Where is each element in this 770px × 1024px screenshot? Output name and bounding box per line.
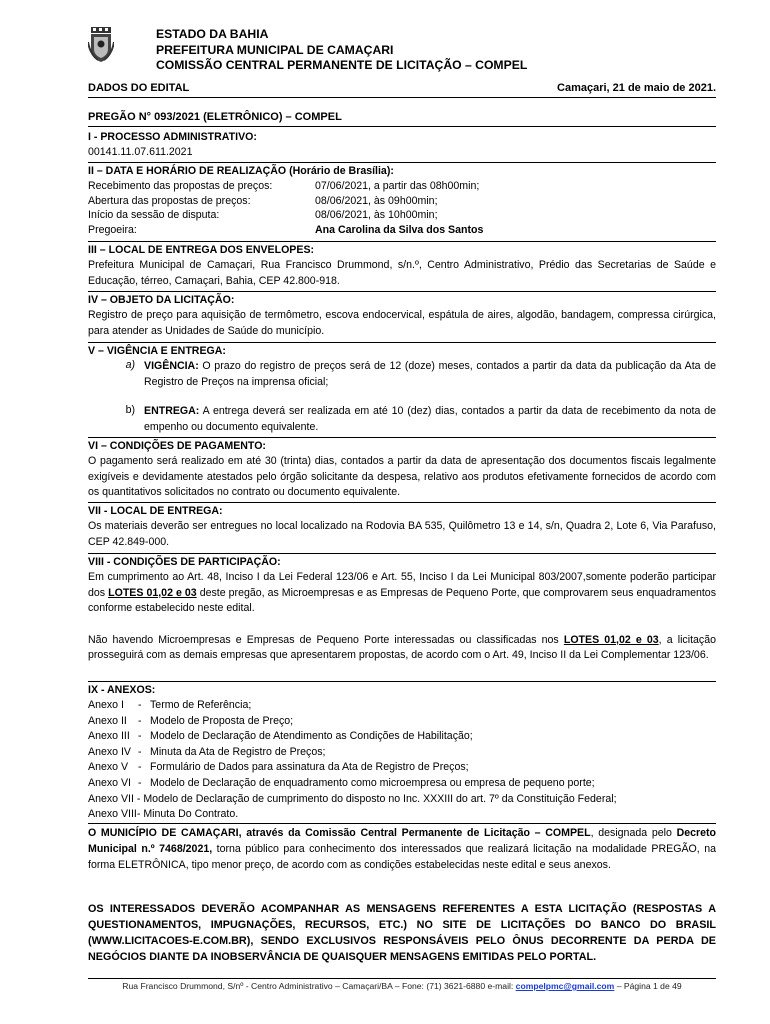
item-label: VIGÊNCIA:: [144, 360, 199, 372]
section-delivery-location: [88, 504, 716, 550]
date-value: 08/06/2021, às 09h00min;: [315, 194, 438, 207]
footer-page-number: – Página 1 de 49: [614, 981, 682, 991]
header-commission: COMISSÃO CENTRAL PERMANENTE DE LICITAÇÃO – COMPEL: [156, 58, 528, 72]
coat-of-arms-icon: [88, 26, 114, 64]
text-run: torna público para conhecimento dos interessados que realizará licitação na modalidade PREGÃO, na forma ELETRÔNICA, tipo menor preço, de acordo com as condições estabelecidas neste edital e seus anexos.: [88, 842, 716, 871]
section-heading: II – DATA E HORÁRIO DE REALIZAÇÃO: [88, 165, 287, 177]
footer-divider: [88, 978, 716, 979]
participation-paragraph: [88, 633, 716, 664]
section-text: O pagamento será realizado em até 30 (trinta) dias, contados a partir da data de apresentação dos documentos fiscais legalmente exigíveis e devidamente atestados pelo órgão solicitante da despesa, relativo aos produtos efetivamente fornecidos de acordo com os quantitativos solicitados no contrato ou documento equivalente.: [88, 455, 716, 499]
document-header: [156, 27, 527, 74]
annex-title: Formulário de Dados para assinatura da Ata de Registro de Preços;: [150, 761, 469, 774]
section-process: [88, 130, 716, 160]
divider: [88, 126, 716, 127]
portal-notice: OS INTERESSADOS DEVERÃO ACOMPANHAR AS MENSAGENS REFERENTES A ESTA LICITAÇÃO (RESPOSTAS A QUESTIONAMENTOS, IMPUGNAÇÕES, RECURSOS, ETC.) NO SITE DE LICITAÇÕES DO BANCO DO BRASIL (WWW.LICITACOES-E.COM.BR), SENDO EXCLUSIVOS RESPONSÁVEIS PELO ÔNUS DECORRENTE DA PERDA DE NEGÓCIOS DIANTE DA INOBSERVÂNCIA DE QUAISQUER MENSAGENS EMITIDAS PELO PORTAL.: [88, 903, 716, 963]
text-run: , designada pelo: [590, 827, 677, 839]
text-run: , a licitação prosseguirá com as demais empresas que apresentarem propostas, de acordo com o Art. 49, Inciso II da Lei Complementar 123/06.: [88, 633, 716, 662]
footer-address: Rua Francisco Drummond, S/nº - Centro Administrativo – Camaçari/BA – Fone: (71) 3621-6880 e-mail:: [122, 981, 516, 991]
section-heading: I - PROCESSO ADMINISTRATIVO:: [88, 131, 257, 143]
annex-label: Anexo VI: [88, 776, 131, 789]
section-heading: VI – CONDIÇÕES DE PAGAMENTO:: [88, 440, 266, 452]
annex-item: Anexo VIII- Minuta Do Contrato.: [88, 808, 239, 821]
section-text: Registro de preço para aquisição de termômetro, escova endocervical, espátula de aires, algodão, bandagem, compressa cirúrgica, para atender as Unidades de Saúde do município.: [88, 309, 716, 337]
item-text: O prazo do registro de preços será de 12 (doze) meses, contados a partir da data da publicação da Ata de Registro de Preços na imprensa oficial;: [144, 360, 716, 388]
header-prefecture: PREFEITURA MUNICIPAL DE CAMAÇARI: [156, 42, 394, 57]
annex-label: Anexo II: [88, 714, 127, 727]
section-envelope-location: [88, 243, 716, 289]
annex-label: Anexo IV: [88, 745, 131, 758]
date-label: Início da sessão de disputa:: [88, 209, 220, 222]
divider: [88, 342, 716, 343]
text-run: O MUNICÍPIO DE CAMAÇARI, através da Comissão Central Permanente de Licitação – COMPEL: [88, 827, 591, 839]
annex-label: Anexo I: [88, 699, 124, 711]
annex-item: Anexo IV - Minuta da Ata de Registro de Preços;: [88, 745, 716, 761]
item-marker: a): [125, 359, 135, 371]
item-marker: b): [125, 404, 135, 417]
date-label: Recebimento das propostas de preços:: [88, 180, 273, 192]
section-object: [88, 293, 716, 339]
lots-highlight: LOTES 01,02 e 03: [108, 586, 197, 599]
divider: [88, 97, 716, 98]
section-heading: VII - LOCAL DE ENTREGA:: [88, 505, 223, 517]
annex-item: Anexo V - Formulário de Dados para assinatura da Ata de Registro de Preços;: [88, 760, 716, 776]
annex-title: Modelo de Declaração de Atendimento as Condições de Habilitação;: [150, 730, 473, 743]
annex-item: Anexo VII - Modelo de Declaração de cumprimento do disposto no Inc. XXXIII do art. 7º da Constituição Federal;: [88, 792, 617, 805]
annex-title: Modelo de Declaração de enquadramento como microempresa ou empresa de pequeno porte;: [150, 776, 595, 789]
section-heading: IV – OBJETO DA LICITAÇÃO:: [88, 294, 235, 306]
divider: [88, 681, 716, 682]
annex-title: Minuta da Ata de Registro de Preços;: [150, 745, 326, 758]
auctioneer-name: Ana Carolina da Silva dos Santos: [315, 223, 484, 236]
text-run: Não havendo Microempresas e Empresas de Pequeno Porte interessadas ou classificadas nos: [88, 633, 564, 646]
section-participation: [88, 555, 716, 664]
page-title: PREGÃO N° 093/2021 (ELETRÔNICO) – COMPEL: [88, 111, 342, 123]
header-state: ESTADO DA BAHIA: [156, 27, 269, 41]
text-run: Em cumprimento ao Art. 48, Inciso I da Lei Federal 123/06 e Art. 55, Inciso I da Lei Municipal 803/2007,somente poderão participar dos: [88, 571, 716, 599]
annex-item: Anexo VI - Modelo de Declaração de enquadramento como microempresa ou empresa de pequeno porte;: [88, 776, 716, 792]
section-heading: V – VIGÊNCIA E ENTREGA:: [88, 345, 226, 357]
list-item: [88, 404, 716, 435]
section-heading-note: (Horário de Brasília):: [286, 165, 394, 177]
date-value: 07/06/2021, a partir das 08h00min;: [315, 180, 480, 192]
annex-item: Anexo III - Modelo de Declaração de Atendimento as Condições de Habilitação;: [88, 729, 716, 745]
date-value: 08/06/2021, às 10h00min;: [315, 209, 438, 222]
participation-paragraph: [88, 570, 716, 617]
list-item: [88, 359, 716, 390]
section-text: Prefeitura Municipal de Camaçari, Rua Francisco Drummond, s/n.º, Centro Administrativo, Prédio das Secretarias de Saúde e Educação, térreo, Camaçari, Bahia, CEP 42.800-918.: [88, 259, 716, 287]
divider: [88, 241, 716, 242]
text-run: deste pregão, as Microempresas e as Empresas de Pequeno Porte, que comprovarem seus enquadramentos conforme estabelecido neste edital.: [88, 586, 716, 615]
divider: [88, 823, 716, 824]
divider: [88, 553, 716, 554]
annex-label: Anexo V: [88, 761, 129, 774]
closing-paragraph: [88, 826, 716, 873]
item-label: ENTREGA:: [144, 405, 200, 418]
meta-date: Camaçari, 21 de maio de 2021.: [557, 82, 716, 94]
section-heading: IX - ANEXOS:: [88, 684, 156, 696]
annex-label: Anexo III: [88, 730, 130, 743]
annex-item: Anexo II - Modelo de Proposta de Preço;: [88, 714, 716, 730]
divider: [88, 162, 716, 163]
date-label: Abertura das propostas de preços:: [88, 194, 251, 207]
section-text: Os materiais deverão ser entregues no local localizado na Rodovia BA 535, Quilômetro 13 e 14, s/n, Quadra 2, Lote 6, Via Parafuso, CEP 42.849-000.: [88, 520, 716, 548]
annex-title: Termo de Referência;: [150, 699, 252, 711]
divider: [88, 502, 716, 503]
annex-title: Modelo de Proposta de Preço;: [150, 714, 294, 727]
footer-email-link[interactable]: compelpmc@gmail.com: [515, 981, 615, 991]
meta-row: [88, 82, 716, 94]
section-annexes: [88, 683, 716, 823]
section-heading: VIII - CONDIÇÕES DE PARTICIPAÇÃO:: [88, 556, 281, 568]
text-run: Decreto Municipal n.º 7468/2021,: [88, 827, 717, 855]
annex-item: Anexo I - Termo de Referência;: [88, 698, 716, 714]
section-heading: III – LOCAL DE ENTREGA DOS ENVELOPES:: [88, 244, 315, 256]
divider: [88, 291, 716, 292]
page-footer: [88, 981, 716, 991]
divider: [88, 437, 716, 438]
process-number: 00141.11.07.611.2021: [88, 146, 193, 158]
item-text: A entrega deverá ser realizada em até 10 (dez) dias, contados a partir da data de recebimento da nota de empenho ou documento equivalente.: [144, 405, 716, 433]
section-dates: [88, 164, 716, 237]
date-label: Pregoeira:: [88, 223, 137, 236]
meta-label: DADOS DO EDITAL: [88, 82, 190, 94]
section-payment: [88, 439, 716, 501]
lots-highlight: LOTES 01,02 e 03: [563, 633, 659, 646]
section-validity: [88, 344, 716, 435]
